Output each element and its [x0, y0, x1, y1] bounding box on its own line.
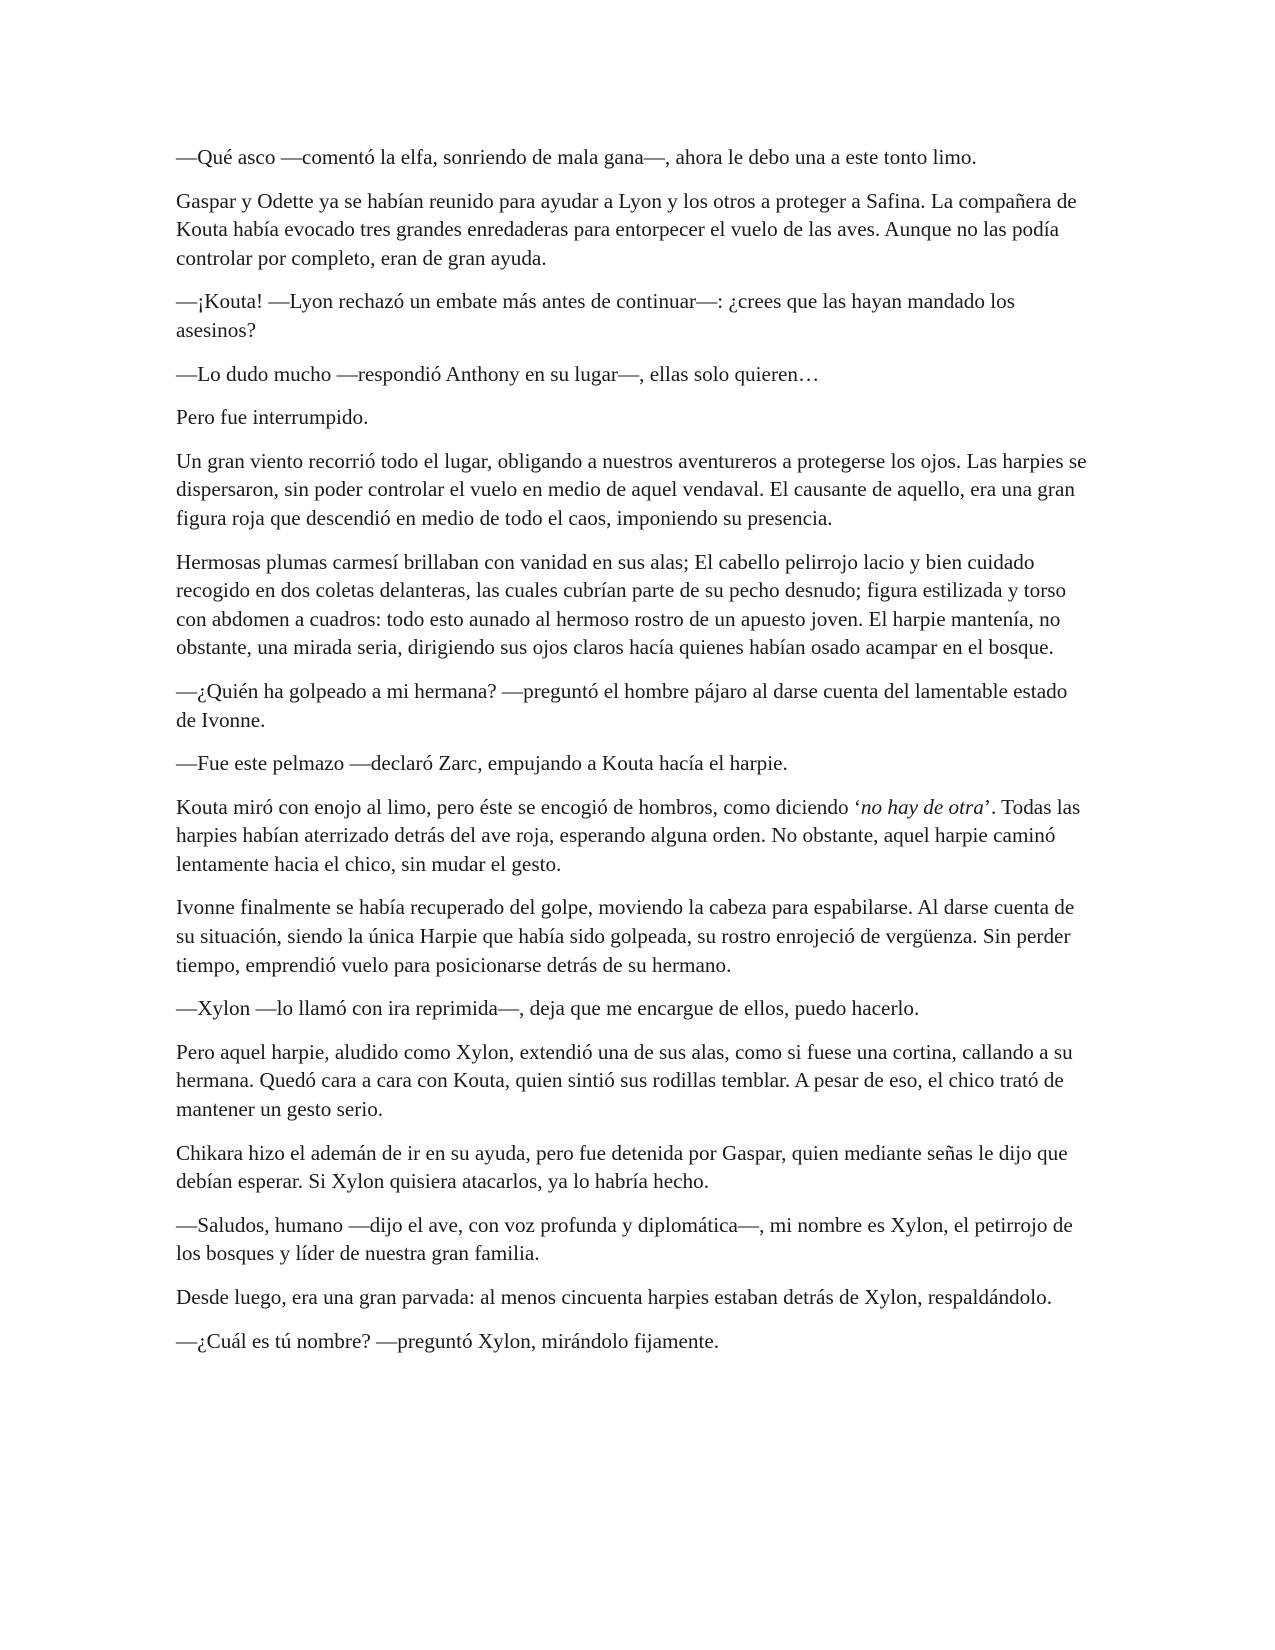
paragraph-10-italic-phrase: no hay de otra	[860, 794, 984, 819]
document-page	[176, 143, 1092, 1370]
paragraph-3: —¡Kouta! —Lyon rechazó un embate más antes de continuar—: ¿crees que las hayan mandado los asesinos?	[176, 289, 1015, 342]
paragraph-15: —Saludos, humano —dijo el ave, con voz profunda y diplomática—, mi nombre es Xylon, el petirrojo de los bosques y líder de nuestra gran familia.	[176, 1212, 1073, 1266]
paragraph-14: Chikara hizo el ademán de ir en su ayuda, pero fue detenida por Gaspar, quien mediante señas le dijo que debían esperar. Si Xylon quisiera atacarlos, ya lo habría hecho.	[176, 1140, 1068, 1194]
paragraph-10-text-after: ’. Todas las harpies habían aterrizado detrás del ave roja, esperando alguna orden. No obstante, aquel harpie caminó lentamente hacia el chico, sin mudar el gesto.	[176, 794, 1081, 876]
paragraph-2: Gaspar y Odette ya se habían reunido para ayudar a Lyon y los otros a proteger a Safina. La compañera de Kouta había evocado tres grandes enredaderas para entorpecer el vuelo de las aves. Aunque no las podía controlar por completo, eran de gran ayuda.	[176, 188, 1077, 270]
paragraph-9: —Fue este pelmazo —declaró Zarc, empujando a Kouta hacía el harpie.	[176, 751, 788, 776]
paragraph-6: Un gran viento recorrió todo el lugar, obligando a nuestros aventureros a protegerse los ojos. Las harpies se dispersaron, sin poder controlar el vuelo en medio de aquel vendaval. El causante de aquello, era una gran figura roja que descendió en medio de todo el caos, imponiendo su presencia.	[176, 448, 1087, 530]
paragraph-10-text-before: Kouta miró con enojo al limo, pero éste se encogió de hombros, como diciendo ‘	[176, 794, 861, 819]
paragraph-16: Desde luego, era una gran parvada: al menos cincuenta harpies estaban detrás de Xylon, respaldándolo.	[176, 1285, 1053, 1309]
paragraph-17: —¿Cuál es tú nombre? —preguntó Xylon, mirándolo fijamente.	[176, 1328, 720, 1353]
paragraph-5: Pero fue interrumpido.	[176, 405, 369, 430]
paragraph-10	[176, 793, 1092, 879]
paragraph-4: —Lo dudo mucho —respondió Anthony en su lugar—, ellas solo quieren…	[176, 361, 820, 386]
paragraph-8: —¿Quién ha golpeado a mi hermana? —preguntó el hombre pájaro al darse cuenta del lamentable estado de Ivonne.	[176, 678, 1068, 732]
paragraph-7: Hermosas plumas carmesí brillaban con vanidad en sus alas; El cabello pelirrojo lacio y bien cuidado recogido en dos coletas delanteras, las cuales cubrían parte de su pecho desnudo; figura estilizada y torso con abdomen a cuadros: todo esto aunado al hermoso rostro de un apuesto joven. El harpie mantenía, no obstante, una mirada seria, dirigiendo sus ojos claros hacía quienes habían osado acampar en el bosque.	[176, 549, 1067, 660]
paragraph-12: —Xylon —lo llamó con ira reprimida—, deja que me encargue de ellos, puedo hacerlo.	[176, 996, 920, 1021]
paragraph-13: Pero aquel harpie, aludido como Xylon, extendió una de sus alas, como si fuese una cortina, callando a su hermana. Quedó cara a cara con Kouta, quien sintió sus rodillas temblar. A pesar de eso, el chico trató de mantener un gesto serio.	[176, 1039, 1073, 1122]
paragraph-11: Ivonne finalmente se había recuperado del golpe, moviendo la cabeza para espabilarse. Al darse cuenta de su situación, siendo la única Harpie que había sido golpeada, su rostro enrojeció de vergüenza. Sin perder tiempo, emprendió vuelo para posicionarse detrás de su hermano.	[176, 895, 1075, 977]
paragraph-1: —Qué asco —comentó la elfa, sonriendo de mala gana—, ahora le debo una a este tonto limo.	[176, 145, 977, 169]
